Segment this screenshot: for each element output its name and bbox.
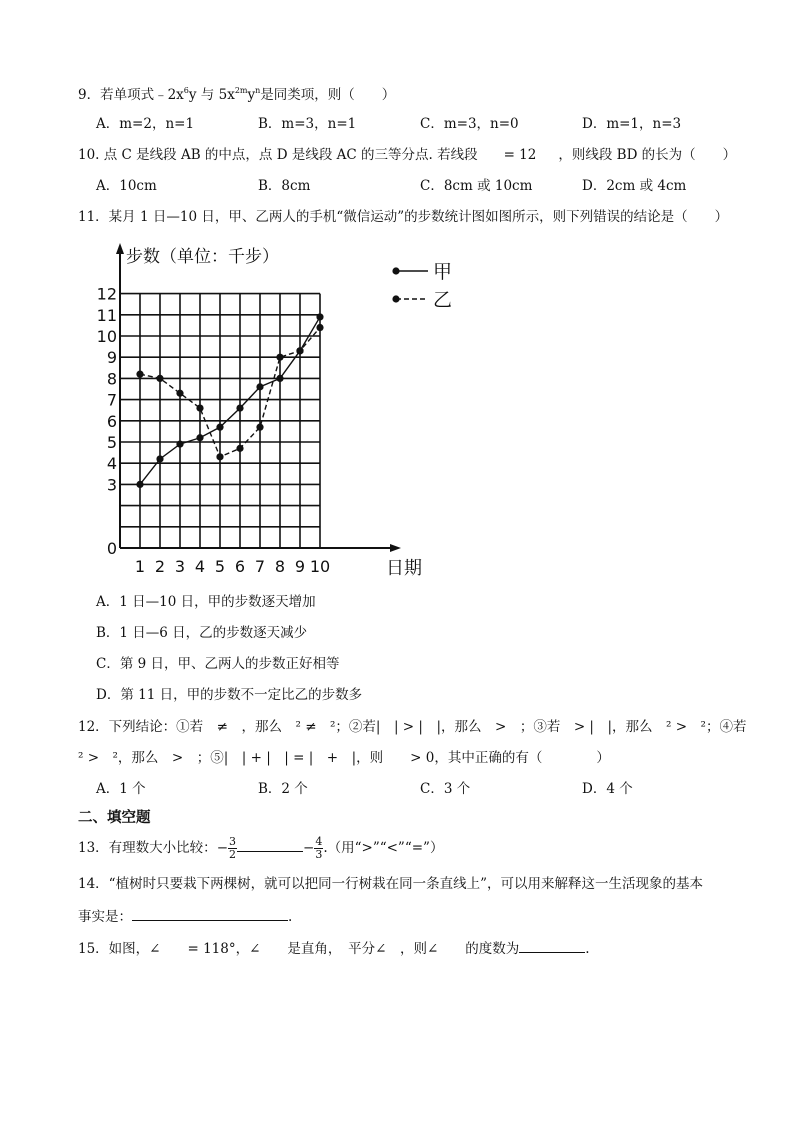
q11-option-a: A．1 日—10 日，甲的步数逐天增加 — [96, 594, 316, 610]
x-tick-label: 5 — [214, 557, 226, 576]
q11-stem: 11．某月 1 日—10 日，甲、乙两人的手机“微信运动”的步数统计图如图所示，则下列错误的结论是（ ） — [78, 209, 729, 225]
step-count-line-chart — [96, 238, 460, 583]
y-tick-label: 0 — [106, 539, 117, 558]
y-tick-label: 12 — [96, 284, 117, 304]
y-tick-label: 10 — [96, 327, 117, 346]
q15-stem: 15．如图，∠ = 118°，∠ 是直角， 平分∠ ，则∠ 的度数为 . — [78, 938, 590, 958]
q10-stem: 10. 点 C 是线段 AB 的中点，点 D 是线段 AC 的三等分点. 若线段 = 12 ，则线段 BD 的长为（ ） — [78, 147, 737, 163]
y-tick-label: 5 — [106, 433, 117, 452]
q13-stem: 13．有理数大小比较：− $\frac{3}{2}$ − $\frac{4}{3}$ .（用“>”“<”“=”） — [78, 835, 444, 861]
data-point — [276, 354, 283, 361]
q11-option-c: C．第 9 日，甲、乙两人的步数正好相等 — [96, 656, 340, 672]
x-tick-label: 2 — [154, 557, 166, 576]
x-tick-label: 6 — [234, 557, 246, 576]
q14-answer-blank[interactable] — [132, 906, 288, 921]
data-point — [316, 324, 323, 331]
data-point — [256, 383, 263, 390]
q11-option-b: B．1 日—6 日，乙的步数逐天减少 — [96, 625, 308, 641]
q10-option-b: B．8cm — [258, 178, 311, 194]
x-tick-label: 9 — [294, 557, 306, 576]
q9-option-c: C．m=3，n=0 — [420, 116, 519, 132]
q10-option-d: D．2cm 或 4cm — [582, 178, 687, 194]
x-tick-label: 1 — [134, 557, 146, 576]
q12-line2: ² > ²，那么 > ；⑤| | + | | = | + |，则 > 0，其中正确的有（ ） — [78, 750, 610, 766]
q10-option-a: A．10cm — [96, 178, 157, 194]
q12-option-d: D．4 个 — [582, 781, 633, 797]
legend-label: 甲 — [433, 261, 453, 283]
q12-option-c: C．3 个 — [420, 781, 471, 797]
data-point — [156, 455, 163, 462]
q9-stem: 9．若单项式$﹣2x^6y$ 与 $5x^{2m}y^n$是同类项，则（ ） — [78, 86, 396, 103]
data-point — [256, 424, 263, 431]
legend-marker — [392, 295, 399, 302]
x-axis-title: 日期 — [386, 558, 422, 579]
q11-option-d: D．第 11 日，甲的步数不一定比乙的步数多 — [96, 687, 363, 703]
data-point — [136, 371, 143, 378]
y-tick-label: 6 — [106, 411, 117, 431]
x-tick-label: 3 — [174, 557, 186, 576]
y-tick-label: 9 — [106, 348, 117, 368]
q12-line1: 12．下列结论：①若 ≠ ，那么 ² ≠ ²；②若| | > | |，那么 > ；③若 > | |，那么 ² > ²；④若 — [78, 719, 747, 735]
data-point — [276, 375, 283, 382]
q12-option-b: B．2 个 — [258, 781, 308, 797]
x-tick-label: 8 — [274, 557, 286, 576]
fraction-three-halves: $\frac{3}{2}$ — [229, 835, 236, 861]
q14-line2: 事实是： . — [78, 906, 292, 926]
y-tick-label: 7 — [106, 390, 117, 410]
q13-answer-blank[interactable] — [237, 837, 303, 852]
q9-option-b: B．m=3，n=1 — [258, 116, 357, 132]
data-point — [176, 390, 183, 397]
x-axis-arrow — [390, 544, 401, 552]
data-point — [236, 445, 243, 452]
data-point — [196, 434, 203, 441]
y-axis-title: 步数（单位：千步） — [126, 247, 279, 267]
fraction-four-thirds: $\frac{4}{3}$ — [315, 835, 323, 861]
data-point — [296, 347, 303, 354]
q15-answer-blank[interactable] — [519, 938, 585, 953]
data-point — [236, 404, 243, 411]
data-point — [316, 313, 323, 320]
data-point — [216, 453, 223, 460]
q12-option-a: A．1 个 — [96, 781, 146, 797]
q9-option-a: A．m=2，n=1 — [96, 116, 195, 132]
y-tick-label: 8 — [106, 369, 117, 389]
section-heading-fill-in: 二、填空题 — [78, 809, 151, 826]
q9-option-d: D．m=1，n=3 — [582, 116, 682, 132]
legend-marker — [392, 267, 399, 274]
data-point — [156, 375, 163, 382]
y-tick-label: 3 — [106, 475, 117, 495]
data-point — [176, 441, 183, 448]
x-tick-label: 10 — [309, 557, 331, 576]
y-tick-label: 11 — [96, 305, 117, 325]
data-point — [216, 424, 223, 431]
x-tick-label: 4 — [194, 557, 206, 576]
y-tick-label: 4 — [106, 454, 117, 474]
data-point — [196, 404, 203, 411]
series-line-yi — [140, 328, 320, 457]
y-axis-arrow — [116, 243, 124, 254]
q10-option-c: C．8cm 或 10cm — [420, 178, 533, 194]
q14-line1: 14．“植树时只要栽下两棵树，就可以把同一行树栽在同一条直线上”，可以用来解释这一生活现象的基本 — [78, 876, 703, 892]
series-line-jia — [140, 317, 320, 484]
x-tick-label: 7 — [254, 557, 266, 576]
legend-label: 乙 — [433, 289, 453, 311]
data-point — [136, 481, 143, 488]
